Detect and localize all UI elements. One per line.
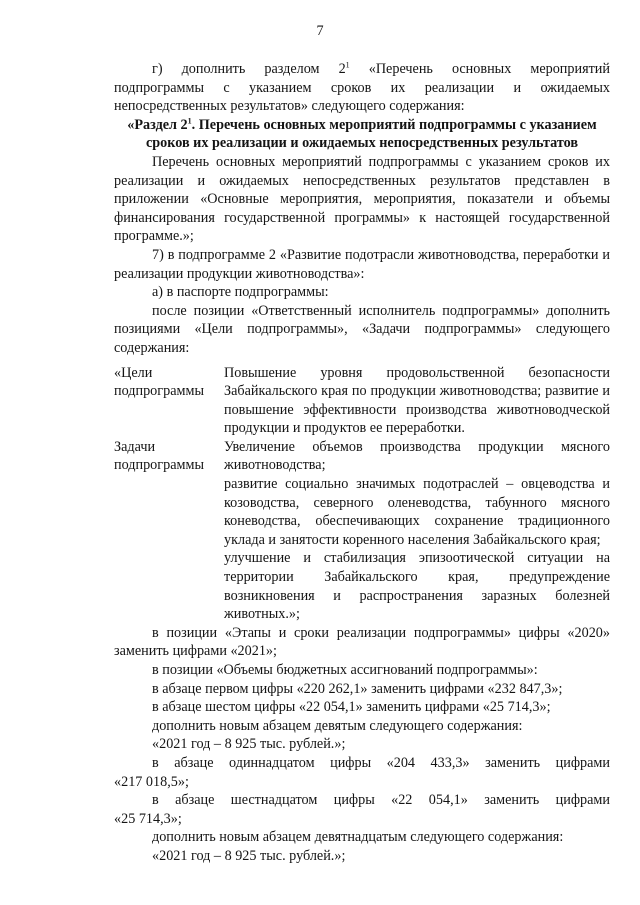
paragraph-abzac-1: в абзаце первом цифры «220 262,1» заменить цифрами «232 847,3»; [152, 680, 563, 697]
paragraph-passport: а) в паспорте подпрограммы: [152, 284, 329, 301]
page-number: 7 [316, 23, 324, 39]
paragraph-abzac-16: в абзаце шестнадцатом цифры «22 054,1» заменить цифрами [152, 792, 610, 809]
paragraph-2021-a: «2021 год – 8 925 тыс. рублей.»; [152, 736, 346, 753]
paragraph-abzac-16-value: «25 714,3»; [114, 810, 182, 827]
paragraph-abzac-11-value: «217 018,5»; [114, 773, 189, 790]
paragraph-abzac-11: в абзаце одиннадцатом цифры «204 433,3» заменить цифрами [152, 754, 610, 771]
paragraph-add-section: г) дополнить разделом $2^1$ «Перечень основных мероприятий подпрограммы с указанием сроков их реализации и ожидаемых непосредственных результатов» следующего содержания: [114, 60, 610, 115]
paragraph-subprogram-2: 7) в подпрограмме 2 «Развитие подотрасли животноводства, переработки и реализации продукции животноводства»: [114, 246, 610, 282]
paragraph-section-text: Перечень основных мероприятий подпрограммы с указанием сроков их реализации и ожидаемых непосредственных результатов представлен в приложении «Основные мероприятия, мероприятия, показатели и объемы финансирования государственной программы» к настоящей государственной программе.»; [114, 153, 610, 245]
paragraph-budget: в позиции «Объемы бюджетных ассигнований подпрограммы»: [152, 662, 538, 678]
paragraph-add-abzac-19: дополнить новым абзацем девятнадцатым следующего содержания: [152, 829, 564, 846]
task-item: развитие социально значимых подотраслей – овцеводства и козоводства, северного оленеводства, табунного мясного коневодства, обеспечивающих сохранение традиционного уклада и занятости коренного населения Забайкальского края; [224, 476, 610, 548]
positions-table [114, 364, 610, 624]
paragraph-stages: в позиции «Этапы и сроки реализации подпрограммы» цифры «2020» заменить цифрами «2021»; [114, 624, 610, 660]
paragraph-2021-b: «2021 год – 8 925 тыс. рублей.»; [152, 847, 346, 864]
goals-label: «Цели подпрограммы [114, 364, 204, 400]
paragraph-add-abzac-9: дополнить новым абзацем девятым следующего содержания: [152, 717, 523, 734]
paragraph-abzac-6: в абзаце шестом цифры «22 054,1» заменить цифрами «25 714,3»; [152, 699, 551, 716]
task-item: Увеличение объемов производства продукции мясного животноводства; [224, 438, 610, 474]
document-body [114, 60, 610, 866]
goals-text: Повышение уровня продовольственной безопасности Забайкальского края по продукции животноводства; развитие и повышение эффективности производства животноводческой продукции и продуктов ее переработки. [224, 364, 610, 437]
section-heading: «Раздел $2^1$. Перечень основных мероприятий подпрограммы с указанием сроков их реализации и ожидаемых непосредственных результатов [127, 116, 597, 152]
tasks-label: Задачи подпрограммы [114, 438, 204, 474]
paragraph-after-position: после позиции «Ответственный исполнитель подпрограммы» дополнить позициями «Цели подпрограммы», «Задачи подпрограммы» следующего содержания: [114, 302, 610, 356]
tasks-text [224, 438, 610, 624]
task-item: улучшение и стабилизация эпизоотической ситуации на территории Забайкальского края, предупреждение возникновения и распространения заразных болезней животных.»; [224, 550, 610, 623]
